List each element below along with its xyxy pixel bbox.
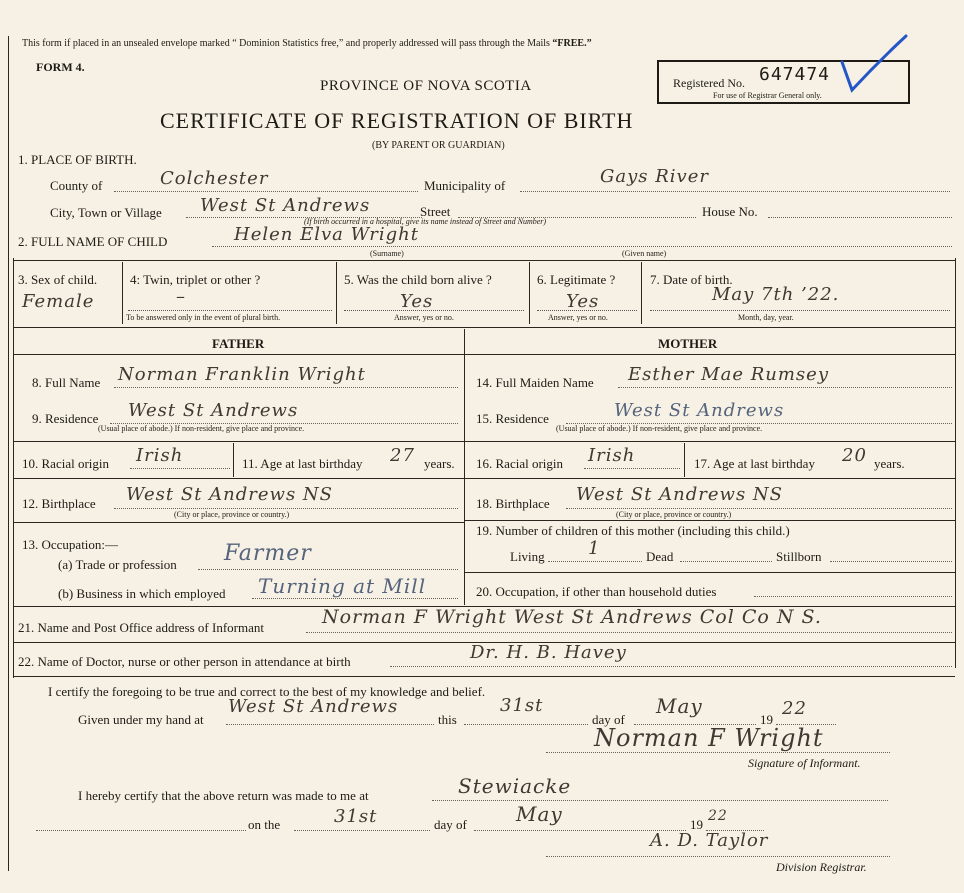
city-label: City, Town or Village — [50, 205, 162, 220]
inner-left-border — [13, 258, 14, 678]
certification-year-value: 22 — [782, 698, 807, 719]
informant-signature-label: Signature of Informant. — [748, 756, 861, 770]
hospital-note: (If birth occurred in a hospital, give its name instead of Street and Number) — [304, 217, 547, 226]
father-age-value: 27 — [390, 445, 415, 466]
street-label: Street — [420, 204, 451, 219]
subtitle: (BY PARENT OR GUARDIAN) — [372, 140, 505, 151]
certification-month-value: May — [656, 694, 703, 718]
mother-age-label: 17. Age at last birthday — [694, 456, 815, 471]
mother-racial-label: 16. Racial origin — [476, 456, 564, 471]
informant-signature: Norman F Wright — [594, 724, 824, 752]
this-label: this — [438, 712, 457, 727]
father-business-label: (b) Business in which employed — [58, 586, 226, 601]
registrar-month-value: May — [516, 802, 563, 826]
father-racial-label: 10. Racial origin — [22, 456, 110, 471]
mother-heading: MOTHER — [658, 336, 718, 351]
mother-residence-label: 15. Residence — [476, 411, 549, 426]
mother-residence-note: (Usual place of abode.) If non-resident, give place and province. — [556, 424, 763, 433]
page-title: CERTIFICATE OF REGISTRATION OF BIRTH — [160, 108, 634, 133]
informant-value: Norman F Wright West St Andrews Col Co N S. — [322, 606, 822, 628]
mother-occupation-label: 20. Occupation, if other than household duties — [476, 584, 717, 599]
father-trade-label: (a) Trade or profession — [58, 557, 177, 572]
twin-label: 4: Twin, triplet or other ? — [130, 272, 261, 287]
column-divider — [464, 329, 465, 605]
given-label: Given under my hand at — [78, 712, 204, 727]
legitimate-value: Yes — [566, 291, 600, 312]
living-value: 1 — [588, 538, 601, 559]
doctor-value: Dr. H. B. Havey — [470, 642, 627, 663]
registered-number: 647474 — [759, 64, 831, 85]
given-place-value: West St Andrews — [228, 696, 399, 717]
sex-value: Female — [22, 291, 95, 312]
father-age-label: 11. Age at last birthday — [242, 456, 363, 471]
certification-day-value: 31st — [500, 695, 544, 716]
registrar-day-value: 31st — [334, 806, 378, 827]
father-residence-value: West St Andrews — [128, 400, 299, 421]
on-the-label: on the — [248, 817, 281, 832]
mother-name-label: 14. Full Maiden Name — [476, 375, 594, 390]
twin-value: – — [176, 286, 186, 307]
father-trade-value: Farmer — [224, 541, 312, 566]
dob-value: May 7th ’22. — [712, 284, 840, 305]
registrar-dayof-label: day of — [434, 817, 467, 832]
certification-year-prefix: 19 — [760, 712, 773, 727]
doctor-label: 22. Name of Doctor, nurse or other person in attendance at birth — [18, 654, 351, 669]
father-racial-value: Irish — [136, 445, 184, 466]
left-border — [8, 36, 9, 871]
surname-note: (Surname) — [370, 249, 404, 258]
mother-age-value: 20 — [842, 445, 867, 466]
city-value: West St Andrews — [200, 195, 371, 216]
place-of-birth-heading: 1. PLACE OF BIRTH. — [18, 152, 137, 167]
registrar-signature: A. D. Taylor — [650, 830, 769, 851]
form-number: FORM 4. — [36, 60, 85, 74]
father-residence-note: (Usual place of abode.) If non-resident, give place and province. — [98, 424, 305, 433]
dead-label: Dead — [646, 549, 674, 564]
mother-residence-value: West St Andrews — [614, 400, 785, 421]
county-value: Colchester — [160, 168, 269, 189]
registrar-year-prefix: 19 — [690, 817, 703, 832]
father-name-label: 8. Full Name — [32, 375, 101, 390]
given-name-note: (Given name) — [622, 249, 667, 258]
father-name-value: Norman Franklin Wright — [118, 364, 366, 385]
father-birthplace-label: 12. Birthplace — [22, 496, 96, 511]
father-occupation-label: 13. Occupation:— — [22, 537, 119, 552]
registered-label: Registered No. — [673, 76, 745, 90]
father-age-unit: years. — [424, 456, 455, 471]
certification-statement: I certify the foregoing to be true and correct to the best of my knowledge and belief. — [48, 684, 486, 699]
right-border — [955, 258, 956, 668]
mother-name-value: Esther Mae Rumsey — [628, 364, 829, 385]
father-heading: FATHER — [212, 336, 265, 351]
alive-value: Yes — [400, 291, 434, 312]
province-heading: PROVINCE OF NOVA SCOTIA — [320, 78, 532, 94]
mother-birthplace-label: 18. Birthplace — [476, 496, 550, 511]
father-birthplace-value: West St Andrews NS — [126, 484, 333, 505]
informant-label: 21. Name and Post Office address of Informant — [18, 620, 264, 635]
father-residence-label: 9. Residence — [32, 411, 99, 426]
alive-note: Answer, yes or no. — [394, 313, 454, 322]
mother-racial-value: Irish — [588, 445, 636, 466]
child-name-value: Helen Elva Wright — [234, 224, 419, 245]
alive-label: 5. Was the child born alive ? — [344, 272, 492, 287]
living-label: Living — [510, 549, 545, 564]
child-name-label: 2. FULL NAME OF CHILD — [18, 234, 168, 249]
mother-birthplace-note: (City or place, province or country.) — [616, 510, 732, 519]
dob-label: 7. Date of birth. — [650, 272, 733, 287]
registered-note: For use of Registrar General only. — [713, 91, 822, 100]
mother-age-unit: years. — [874, 456, 905, 471]
mother-birthplace-value: West St Andrews NS — [576, 484, 783, 505]
check-mark-icon — [838, 32, 910, 96]
county-label: County of — [50, 178, 103, 193]
municipality-label: Municipality of — [424, 178, 506, 193]
municipality-value: Gays River — [600, 166, 709, 187]
registrar-statement: I hereby certify that the above return was made to me at — [78, 788, 369, 803]
dob-note: Month, day, year. — [738, 313, 794, 322]
house-label: House No. — [702, 204, 758, 219]
mail-notice: This form if placed in an unsealed envelope marked “ Dominion Statistics free,” and properly addressed will pass through the Mails “FREE.” — [22, 38, 592, 49]
legitimate-note: Answer, yes or no. — [548, 313, 608, 322]
registrar-place-value: Stewiacke — [458, 774, 572, 798]
sex-label: 3. Sex of child. — [18, 272, 98, 287]
mother-children-label: 19. Number of children of this mother (including this child.) — [476, 523, 790, 538]
registrar-year-value: 22 — [708, 808, 728, 824]
twin-note: To be answered only in the event of plural birth. — [126, 313, 281, 322]
certification-dayof-label: day of — [592, 712, 625, 727]
legitimate-label: 6. Legitimate ? — [537, 272, 616, 287]
father-business-value: Turning at Mill — [258, 574, 427, 598]
registrar-signature-label: Division Registrar. — [776, 860, 867, 874]
stillborn-label: Stillborn — [776, 549, 822, 564]
father-birthplace-note: (City or place, province or country.) — [174, 510, 290, 519]
